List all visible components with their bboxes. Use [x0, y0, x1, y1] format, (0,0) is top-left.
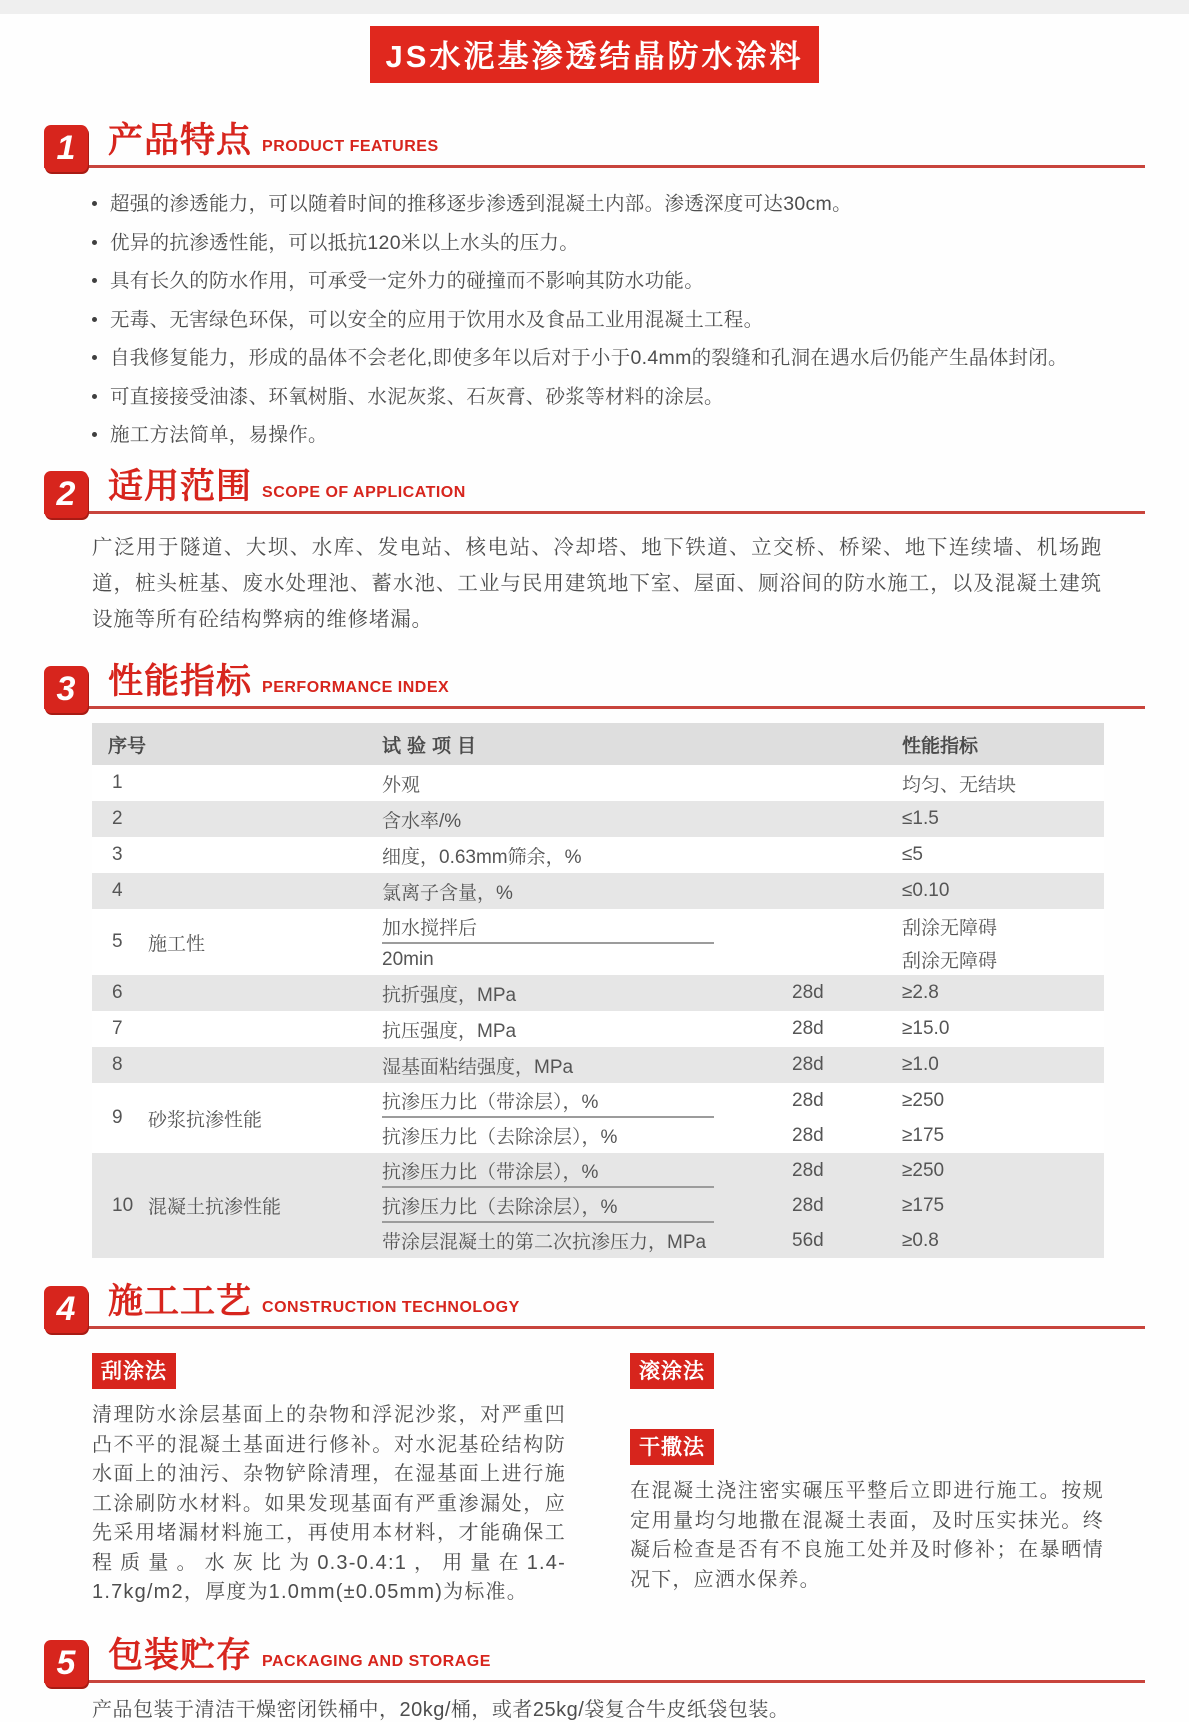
test-value: 刮涂无障碍 [902, 918, 998, 939]
bullet-dot-icon [92, 278, 97, 283]
feature-item [92, 381, 1145, 409]
section-performance-index [44, 664, 1145, 1258]
test-age: 28d [792, 1018, 824, 1039]
roll-method-badge: 滚涂法 [630, 1353, 714, 1389]
feature-item [92, 227, 1145, 255]
row-items [382, 975, 1104, 1011]
test-item-name: 带涂层混凝土的第二次抗渗压力，MPa [382, 1232, 707, 1253]
scrape-method-paragraph: 清理防水涂层基面上的杂物和浮泥沙浆，对严重凹凸不平的混凝土基面进行修补。对水泥基砼结构防水面上的油污、杂物铲除清理，在湿基面上进行施工涂刷防水材料。如果发现基面有严重渗漏处，应先采用堵漏材料施工，再使用本材料，才能确保工程质量。水灰比为0.3-0.4:1，用量在1.4-1.7kg/m2，厚度为1.0mm(±0.05mm)为标准。 [92, 1404, 566, 1603]
row-category [148, 1047, 382, 1083]
test-value: ≥175 [902, 1194, 945, 1216]
packaging-paragraph: 产品包装于清洁干燥密闭铁桶中，20kg/桶，或者25kg/袋复合牛皮纸袋包装。 [92, 1698, 790, 1721]
table-subrow [382, 765, 1104, 801]
table-subrow [382, 1011, 1104, 1047]
section4-number-badge: 4 [44, 1286, 88, 1333]
test-age: 28d [792, 982, 824, 1003]
section2-subtitle: SCOPE OF APPLICATION [262, 484, 466, 501]
scrape-coating-column [92, 1353, 566, 1608]
test-item-name: 抗折强度，MPa [382, 984, 517, 1006]
feature-text: 无毒、无害绿色环保，可以安全的应用于饮用水及食品工业用混凝土工程。 [110, 308, 764, 331]
test-value: ≤5 [902, 844, 923, 865]
section4-title: 施工工艺 [108, 1282, 253, 1321]
section1-title: 产品特点 [108, 121, 253, 160]
section1-number-badge: 1 [44, 125, 88, 172]
table-subrow [382, 801, 1104, 837]
table-subrow [382, 873, 1104, 909]
bullet-dot-icon [92, 317, 97, 322]
test-item-name: 氯离子含量，% [382, 882, 513, 904]
section3-header [44, 664, 1145, 709]
test-value: ≤0.10 [902, 880, 950, 901]
bullet-dot-icon [92, 240, 97, 245]
row-items [382, 837, 1104, 873]
test-age: 28d [792, 1124, 824, 1146]
row-category: 砂浆抗渗性能 [148, 1109, 263, 1131]
page-title: JS水泥基渗透结晶防水涂料 [370, 26, 820, 83]
row-number: 5 [112, 931, 123, 952]
header-cell-value: 性能指标 [902, 735, 979, 757]
header-cell-no: 序号 [108, 735, 147, 757]
row-category [148, 1011, 382, 1047]
feature-item [92, 419, 1145, 447]
table-row [92, 1047, 1104, 1083]
feature-text: 具有长久的防水作用，可承受一定外力的碰撞而不影响其防水功能。 [110, 270, 705, 292]
test-age: 56d [792, 1229, 824, 1251]
test-item-name: 细度，0.63mm筛余，% [382, 846, 582, 868]
feature-text: 施工方法简单，易操作。 [110, 424, 328, 446]
row-category [148, 765, 382, 801]
row-items [382, 765, 1104, 801]
dry-method-badge: 干撒法 [630, 1429, 714, 1465]
feature-text: 超强的渗透能力，可以随着时间的推移逐步渗透到混凝土内部。渗透深度可达30cm。 [110, 193, 852, 215]
roll-dry-column [630, 1353, 1104, 1608]
section3-title: 性能指标 [108, 662, 253, 701]
row-number: 6 [112, 982, 123, 1003]
title-banner-wrap [0, 14, 1189, 83]
test-value: ≥15.0 [902, 1018, 950, 1039]
row-items [382, 1083, 1104, 1153]
section1-subtitle: PRODUCT FEATURES [262, 138, 439, 155]
section-packaging [44, 1635, 1145, 1722]
table-subrow [382, 1188, 1104, 1223]
table-row [92, 909, 1104, 975]
scrape-method-badge: 刮涂法 [92, 1353, 176, 1389]
test-value: ≥250 [902, 1089, 945, 1111]
test-item-name: 外观 [382, 774, 421, 796]
table-row [92, 801, 1104, 837]
dry-method-badge-wrap [630, 1429, 1104, 1465]
test-value: 刮涂无障碍 [902, 951, 998, 972]
row-items [382, 1011, 1104, 1047]
row-category [148, 837, 382, 873]
section-construction [44, 1284, 1145, 1608]
feature-list [92, 188, 1145, 447]
table-row [92, 765, 1104, 801]
row-category: 混凝土抗渗性能 [148, 1197, 282, 1218]
row-number: 9 [112, 1107, 123, 1128]
test-value: ≥250 [902, 1159, 945, 1181]
test-value: ≤1.5 [902, 808, 939, 829]
table-subrow [382, 1153, 1104, 1188]
table-subrow [382, 837, 1104, 873]
test-item-name: 含水率/% [382, 810, 462, 832]
feature-text: 自我修复能力，形成的晶体不会老化,即使多年以后对于小于0.4mm的裂缝和孔洞在遇水后仍能产生晶体封闭。 [110, 347, 1068, 369]
test-item-name: 20min [382, 948, 434, 970]
row-number: 1 [112, 772, 123, 793]
section5-title: 包装贮存 [108, 1635, 253, 1675]
test-item-name: 抗渗压力比（带涂层），% [382, 1153, 792, 1188]
row-category [148, 801, 382, 837]
test-item-name: 加水搅拌后 [382, 909, 792, 944]
section3-number-badge: 3 [44, 666, 88, 713]
section1-header [44, 123, 1145, 168]
row-category [148, 873, 382, 909]
row-number: 2 [112, 808, 123, 829]
row-items [382, 1153, 1104, 1258]
section2-header [44, 469, 1145, 514]
row-number: 10 [112, 1194, 134, 1216]
row-number: 8 [112, 1054, 123, 1075]
table-subrow [382, 1047, 1104, 1083]
test-age: 28d [792, 1194, 824, 1216]
table-row [92, 1083, 1104, 1153]
table-row [92, 873, 1104, 909]
table-row [92, 837, 1104, 873]
feature-item [92, 265, 1145, 293]
feature-item [92, 188, 1145, 216]
row-number: 4 [112, 880, 123, 901]
section4-subtitle: CONSTRUCTION TECHNOLOGY [262, 1299, 520, 1316]
section2-number-badge: 2 [44, 471, 88, 518]
test-age: 28d [792, 1054, 824, 1075]
test-age: 28d [792, 1159, 824, 1181]
test-value: 均匀、无结块 [902, 774, 1017, 796]
test-value: ≥1.0 [902, 1054, 939, 1075]
performance-table-header [92, 723, 1104, 765]
section-scope [44, 469, 1145, 638]
table-row [92, 1011, 1104, 1047]
row-number: 7 [112, 1018, 123, 1039]
test-item-name: 抗压强度，MPa [382, 1020, 517, 1042]
test-item-name: 抗渗压力比（带涂层），% [382, 1083, 792, 1118]
header-cell-item: 试验项目 [382, 735, 483, 757]
row-number: 3 [112, 844, 123, 865]
performance-table-body [92, 765, 1104, 1258]
section5-header [44, 1635, 1145, 1683]
table-subrow [382, 909, 1104, 944]
construction-columns [92, 1353, 1104, 1608]
test-item-name: 抗渗压力比（去除涂层），% [382, 1127, 618, 1148]
bullet-dot-icon [92, 355, 97, 360]
performance-table [92, 723, 1104, 1258]
test-value: ≥175 [902, 1124, 945, 1146]
section3-subtitle: PERFORMANCE INDEX [262, 679, 450, 696]
feature-item [92, 342, 1145, 370]
bullet-dot-icon [92, 201, 97, 206]
row-items [382, 909, 1104, 975]
table-subrow [382, 944, 1104, 975]
test-age: 28d [792, 1089, 824, 1111]
section5-number-badge: 5 [44, 1640, 88, 1687]
test-value: ≥0.8 [902, 1229, 939, 1251]
table-row [92, 1153, 1104, 1258]
dry-method-paragraph: 在混凝土浇注密实碾压平整后立即进行施工。按规定用量均匀地撒在混凝土表面，及时压实抹光。终凝后检查是否有不良施工处并及时修补；在暴晒情况下，应洒水保养。 [630, 1480, 1104, 1591]
scan-top-strip [0, 0, 1189, 14]
section-product-features [44, 123, 1145, 447]
row-category: 施工性 [148, 933, 206, 955]
section5-subtitle: PACKAGING AND STORAGE [262, 1652, 491, 1670]
table-subrow [382, 1083, 1104, 1118]
scope-paragraph: 广泛用于隧道、大坝、水库、发电站、核电站、冷却塔、地下铁道、立交桥、桥梁、地下连续墙、机场跑道，桩头桩基、废水处理池、蓄水池、工业与民用建筑地下室、屋面、厕浴间的防水施工，以及混凝土建筑设施等所有砼结构弊病的维修堵漏。 [92, 536, 1102, 631]
feature-item [92, 304, 1145, 332]
table-subrow [382, 975, 1104, 1011]
test-item-name: 湿基面粘结强度，MPa [382, 1056, 574, 1078]
table-row [92, 975, 1104, 1011]
row-items [382, 801, 1104, 837]
row-items [382, 1047, 1104, 1083]
section4-header [44, 1284, 1145, 1329]
table-subrow [382, 1118, 1104, 1153]
row-category [148, 975, 382, 1011]
table-subrow [382, 1223, 1104, 1258]
feature-text: 可直接接受油漆、环氧树脂、水泥灰浆、石灰膏、砂浆等材料的涂层。 [110, 385, 724, 408]
test-value: ≥2.8 [902, 982, 939, 1003]
bullet-dot-icon [92, 432, 97, 437]
feature-text: 优异的抗渗透性能，可以抵抗120米以上水头的压力。 [110, 231, 580, 254]
row-items [382, 873, 1104, 909]
section2-title: 适用范围 [108, 467, 253, 506]
test-item-name: 抗渗压力比（去除涂层），% [382, 1188, 792, 1223]
bullet-dot-icon [92, 394, 97, 399]
